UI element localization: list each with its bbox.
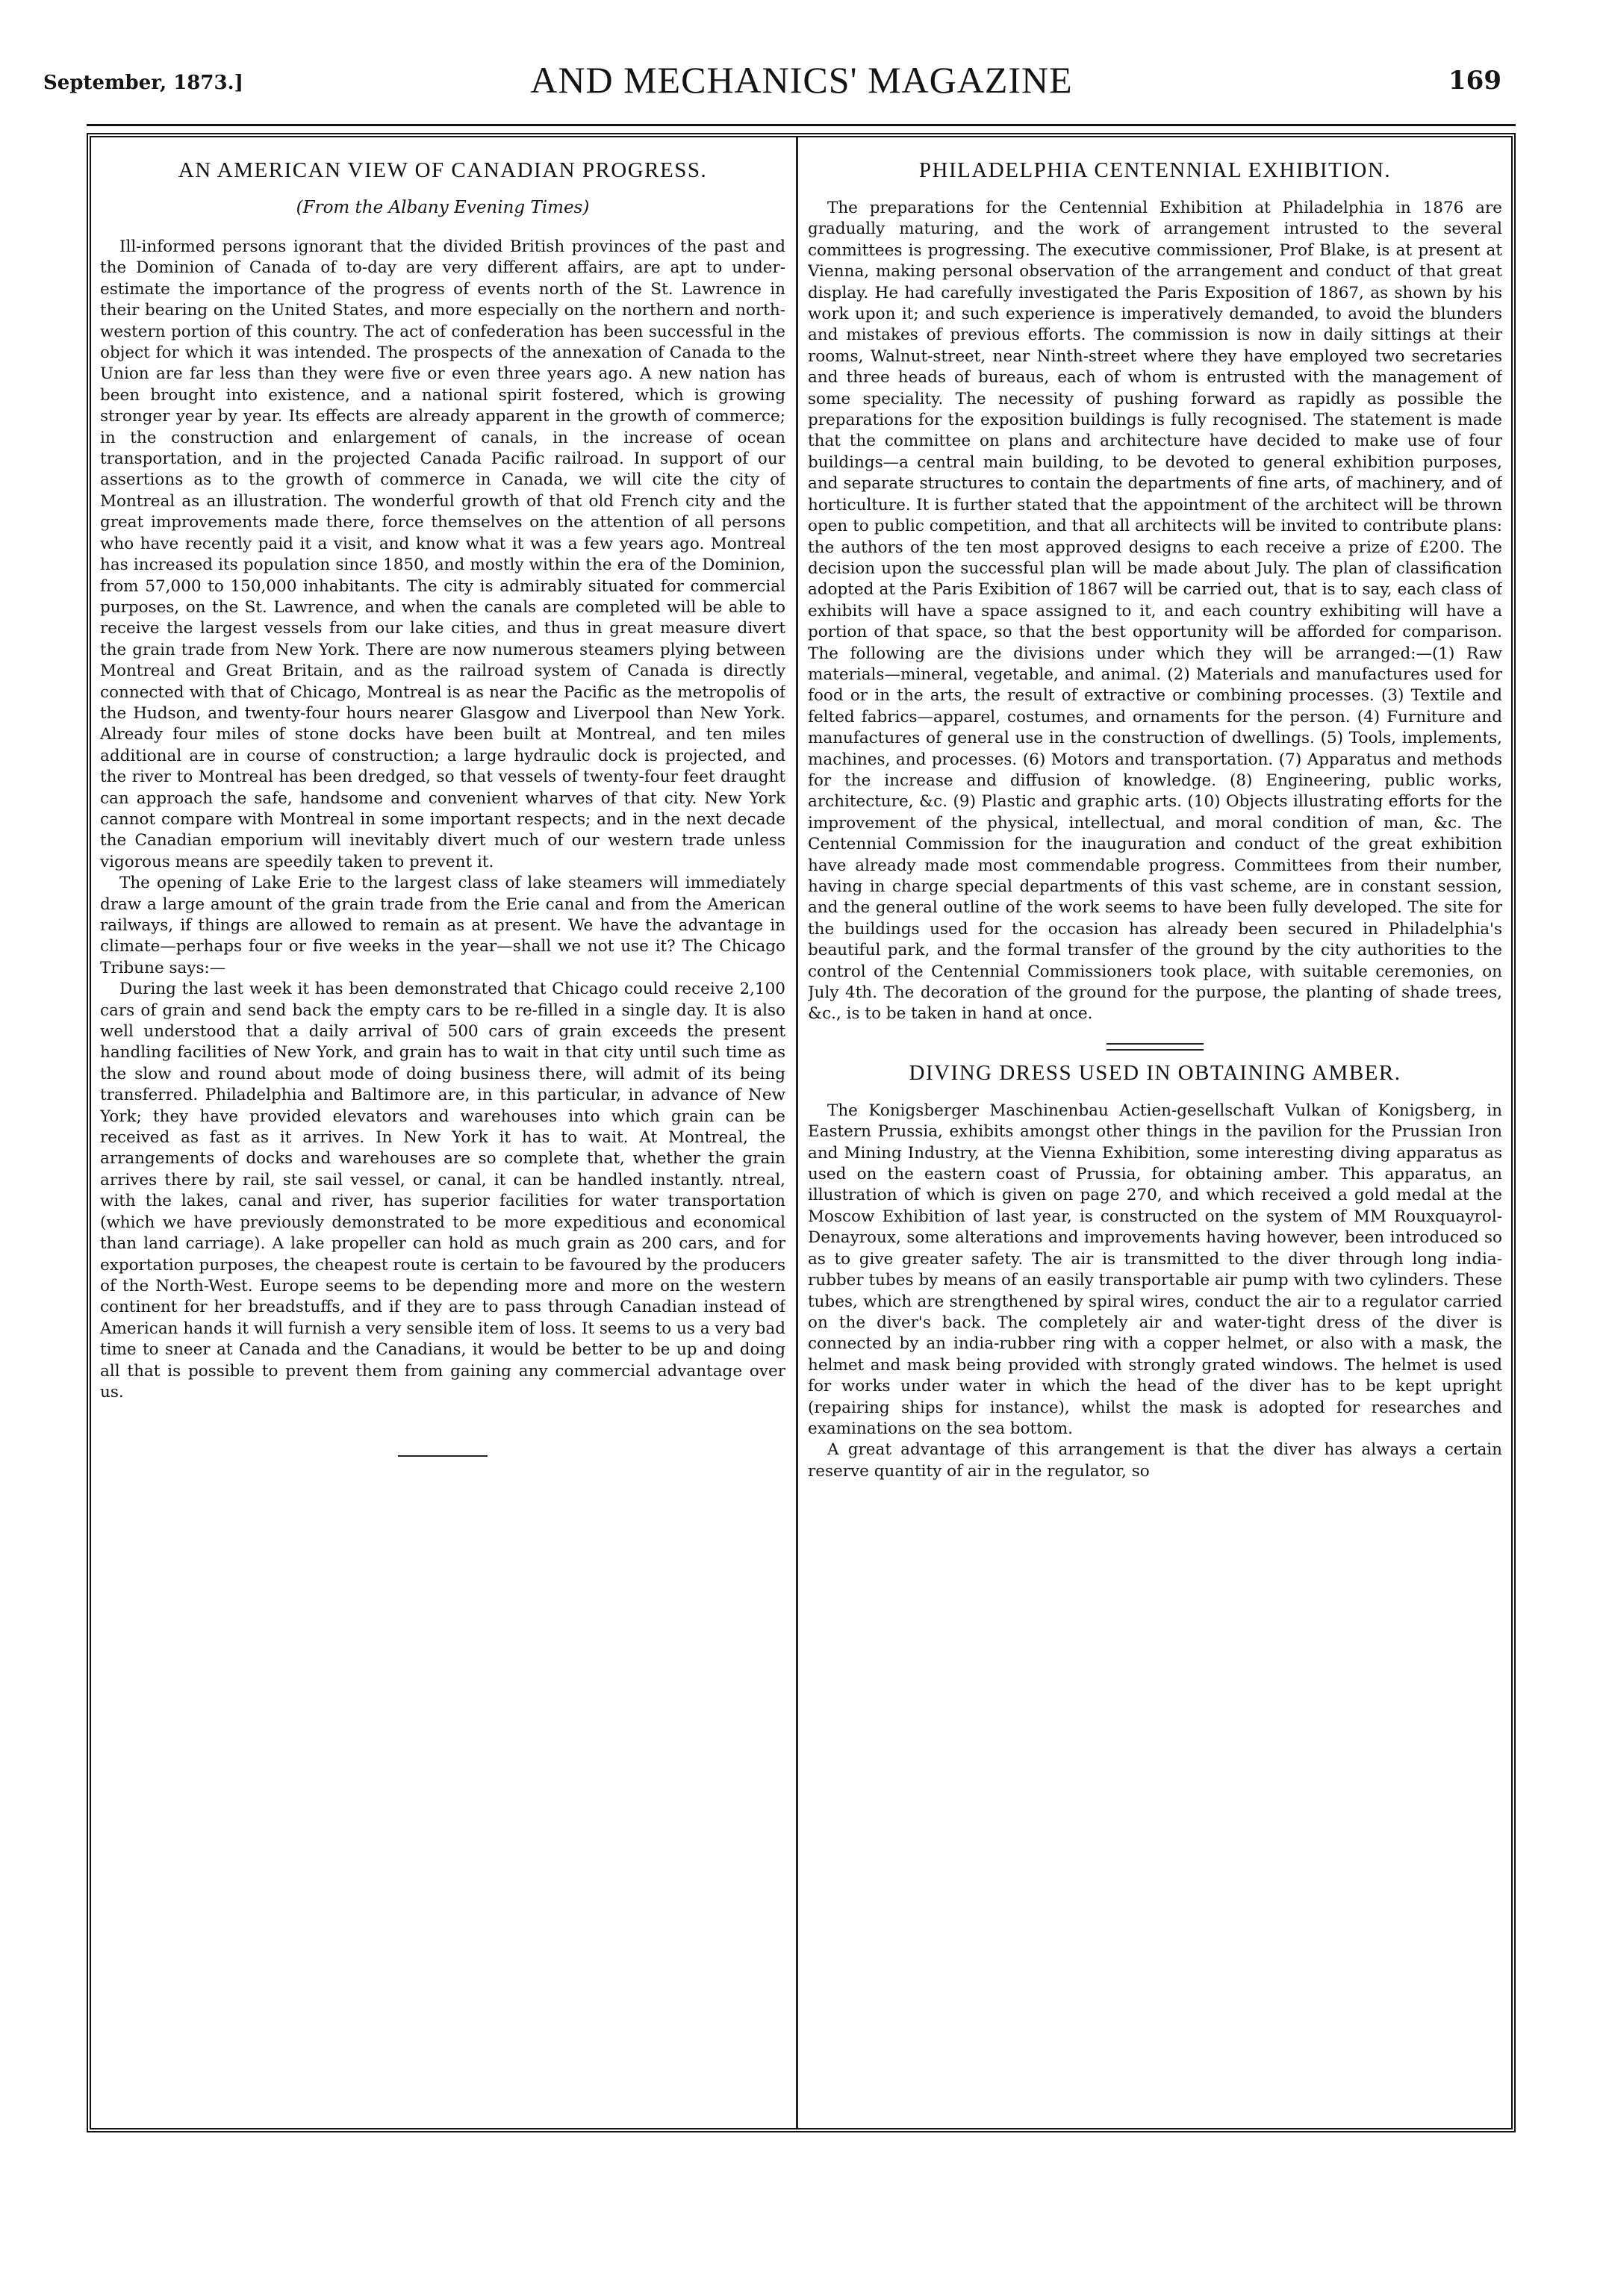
article-heading-diving-dress: DIVING DRESS USED IN OBTAINING AMBER. [909, 1060, 1401, 1085]
left-column [100, 148, 785, 2127]
header-rule [87, 124, 1516, 126]
page-header [0, 0, 1603, 134]
article-paragraph: The preparations for the Centennial Exhibition at Philadelphia in 1876 are gradually maturing, and the work of arrangement intrusted to the several committees is progressing. The executive commissioner, Prof Blake, is at present at Vienna, making personal observation of the arrangement and conduct of that great display. He had carefully investigated the Paris Exposition of 1867, as shown by his work upon it; and such experience is imperatively demanded, to avoid the blunders and mistakes of previous efforts. The commission is now in daily sittings at their rooms, Walnut-street, near Ninth-street where they have employed two secretaries and three heads of bureaus, each of whom is entrusted with the management of some speciality. The necessity of pushing forward as rapidly as possible the preparations for the exposition buildings is fully recognised. The statement is made that the committee on plans and architecture have decided to make use of four buildings—a central main building, to be devoted to general exhibition purposes, and separate structures to contain the departments of fine arts, of machinery, and of horticulture. It is further stated that the appointment of the architect will be thrown open to public competition, and that all architects will be invited to contribute plans: the authors of the ten most approved designs to each receive a prize of £200. The decision upon the successful plan will be made about July. The plan of classification adopted at the Paris Exibition of 1867 will be carried out, that is to say, each class of exhibits will have a space assigned to it, and each country exhibiting will have a portion of that space, so that the best opportunity will be afforded for comparison. The following are the divisions under which they will be arranged:—(1) Raw materials—mineral, vegetable, and animal. (2) Materials and manufactures used for food or in the arts, the result of extractive or combining processes. (3) Textile and felted fabrics—apparel, costumes, and ornaments for the person. (4) Furniture and manufactures of general use in the construction of dwellings. (5) Tools, implements, machines, and processes. (6) Motors and transportation. (7) Apparatus and methods for the increase and diffusion of knowledge. (8) Engineering, public works, architecture, &c. (9) Plastic and graphic arts. (10) Objects illustrating efforts for the improvement of the physical, intellectual, and moral condition of man, &c. The Centennial Commission for the inauguration and conduct of the great exhibition have already made most commendable progress. Committees from their number, having in charge special departments of this vast scheme, are in constant session, and the general outline of the work seems to have been fully developed. The site for the buildings used for the occasion has already been secured in Philadelphia's beautiful park, and the formal transfer of the ground by the city authorities to the control of the Centennial Commissioners took place, with suitable ceremonies, on July 4th. The decoration of the ground for the purpose, the planting of shade trees, &c., is to be taken in hand at once. [808, 199, 1502, 1024]
article-end-rule [398, 1455, 488, 1457]
article-paragraph: A great advantage of this arrangement is that the diver has always a certain reserve quantity of air in the regulator, so [808, 1440, 1502, 1481]
article-paragraph: Ill-informed persons ignorant that the divided British provinces of the past and the Dominion of Canada of to-day are very different affairs, are apt to under-estimate the importance of the progress of events north of the St. Lawrence in their bearing on the United States, and more especially on the northern and north-western portion of this country. The act of confederation has been successful in the object for which it was intended. The prospects of the annexation of Canada to the Union are far less than they were five or even three years ago. A new nation has been brought into existence, and a national spirit fostered, which is growing stronger year by year. Its effects are already apparent in the growth of commerce; in the construction and enlargement of canals, in the increase of ocean transportation, and in the projected Canada Pacific railroad. In support of our assertions as to the growth of commerce in Canada, we will cite the city of Montreal as an illustration. The wonderful growth of that old French city and the great improvements made there, force themselves on the attention of all persons who have recently paid it a visit, and know what it was a few years ago. Montreal has increased its population since 1850, and mostly within the era of the Dominion, from 57,000 to 150,000 inhabitants. The city is admirably situated for commercial purposes, on the St. Lawrence, and when the canals are completed will be able to receive the largest vessels from our lake cities, and thus in great measure divert the grain trade from New York. There are now numerous steamers plying between Montreal and Great Britain, and as the railroad system of Canada is directly connected with that of Chicago, Montreal is as near the Pacific as the metropolis of the Hudson, and twenty-four hours nearer Glasgow and Liverpool than New York. Already four miles of stone docks have been built at Montreal, and ten miles additional are in course of construction; a large hydraulic dock is projected, and the river to Montreal has been dredged, so that vessels of twenty-four feet draught can approach the safe, handsome and convenient wharves of that city. New York cannot compare with Montreal in some important respects; and in the next decade the Canadian emporium will inevitably divert much of our western trade unless vigorous means are speedily taken to prevent it. [100, 237, 785, 871]
article-paragraph: The Konigsberger Maschinenbau Actien-gesellschaft Vulkan of Konigsberg, in Eastern Prussia, exhibits amongst other things in the pavilion for the Prussian Iron and Mining Industry, at the Vienna Exhibition, some interesting diving apparatus as used on the eastern coast of Prussia, for obtaining amber. This apparatus, an illustration of which is given on page 270, and which received a gold medal at the Moscow Exhibition of last year, is constructed on the system of MM Rouxquayrol-Denayroux, some alterations and improvements having however, been introduced so as to give greater safety. The air is transmitted to the diver through long india-rubber tubes by means of an easily transportable air pump with two cylinders. These tubes, which are strengthened by spiral wires, conduct the air to a regulator carried on the diver's back. The completely air and water-tight dress of the diver is connected by an india-rubber ring with a copper helmet, or also with a mask, the helmet and mask being provided with strongly grated windows. The helmet is used for works under water in which the head of the diver has to be kept upright (repairing ships for instance), whilst the mask is adopted for researches and examinations on the sea bottom. [808, 1101, 1502, 1438]
article-byline: (From the Albany Evening Times) [296, 198, 590, 217]
article-heading-canadian-progress: AN AMERICAN VIEW OF CANADIAN PROGRESS. [178, 158, 708, 182]
page-number: 169 [1448, 66, 1501, 96]
article-paragraph: During the last week it has been demonstrated that Chicago could receive 2,100 cars of grain and send back the empty cars to be re-filled in a single day. It is also well understood that a daily arrival of 500 cars of grain exceeds the present handling facilities of New York, and grain has to wait in that city until such time as the slow and round about mode of doing business there, will admit of its being transferred. Philadelphia and Baltimore are, in this particular, in advance of New York; they have provided elevators and warehouses into which grain can be received as fast as it arrives. In New York it has to wait. At Montreal, the arrangements of docks and warehouses are so complete that, whether the grain arrives there by rail, ste sail vessel, or canal, it can be handled instantly. ntreal, with the lakes, canal and river, has superior facilities for water transportation (which we have previously demonstrated to be more expeditious and economical than land carriage). A lake propeller can hold as much grain as 200 cars, and for exportation purposes, the cheapest route is certain to be favoured by the producers of the North-West. Europe seems to be depending more and more on the western continent for her breadstuffs, and if they are to pass through Canadian instead of American hands it will furnish a very sensible item of loss. It seems to us a very bad time to sneer at Canada and the Canadians, it would be better to be up and doing all that is possible to prevent them from gaining any commercial advantage over us. [100, 980, 785, 1401]
article-separator [1106, 1043, 1204, 1051]
running-title: AND MECHANICS' MAGAZINE [530, 59, 1073, 101]
article-heading-centennial-exhibition: PHILADELPHIA CENTENNIAL EXHIBITION. [918, 158, 1392, 182]
article-paragraph: The opening of Lake Erie to the largest class of lake steamers will immediately draw a large amount of the grain trade from the Erie canal and from the American railways, if things are allowed to remain as at present. We have the advantage in climate—perhaps four or five weeks in the year—shall we not use it? The Chicago Tribune says:— [100, 874, 785, 977]
right-column [808, 148, 1502, 2127]
issue-date: September, 1873.] [43, 72, 243, 94]
column-divider [796, 137, 798, 2128]
